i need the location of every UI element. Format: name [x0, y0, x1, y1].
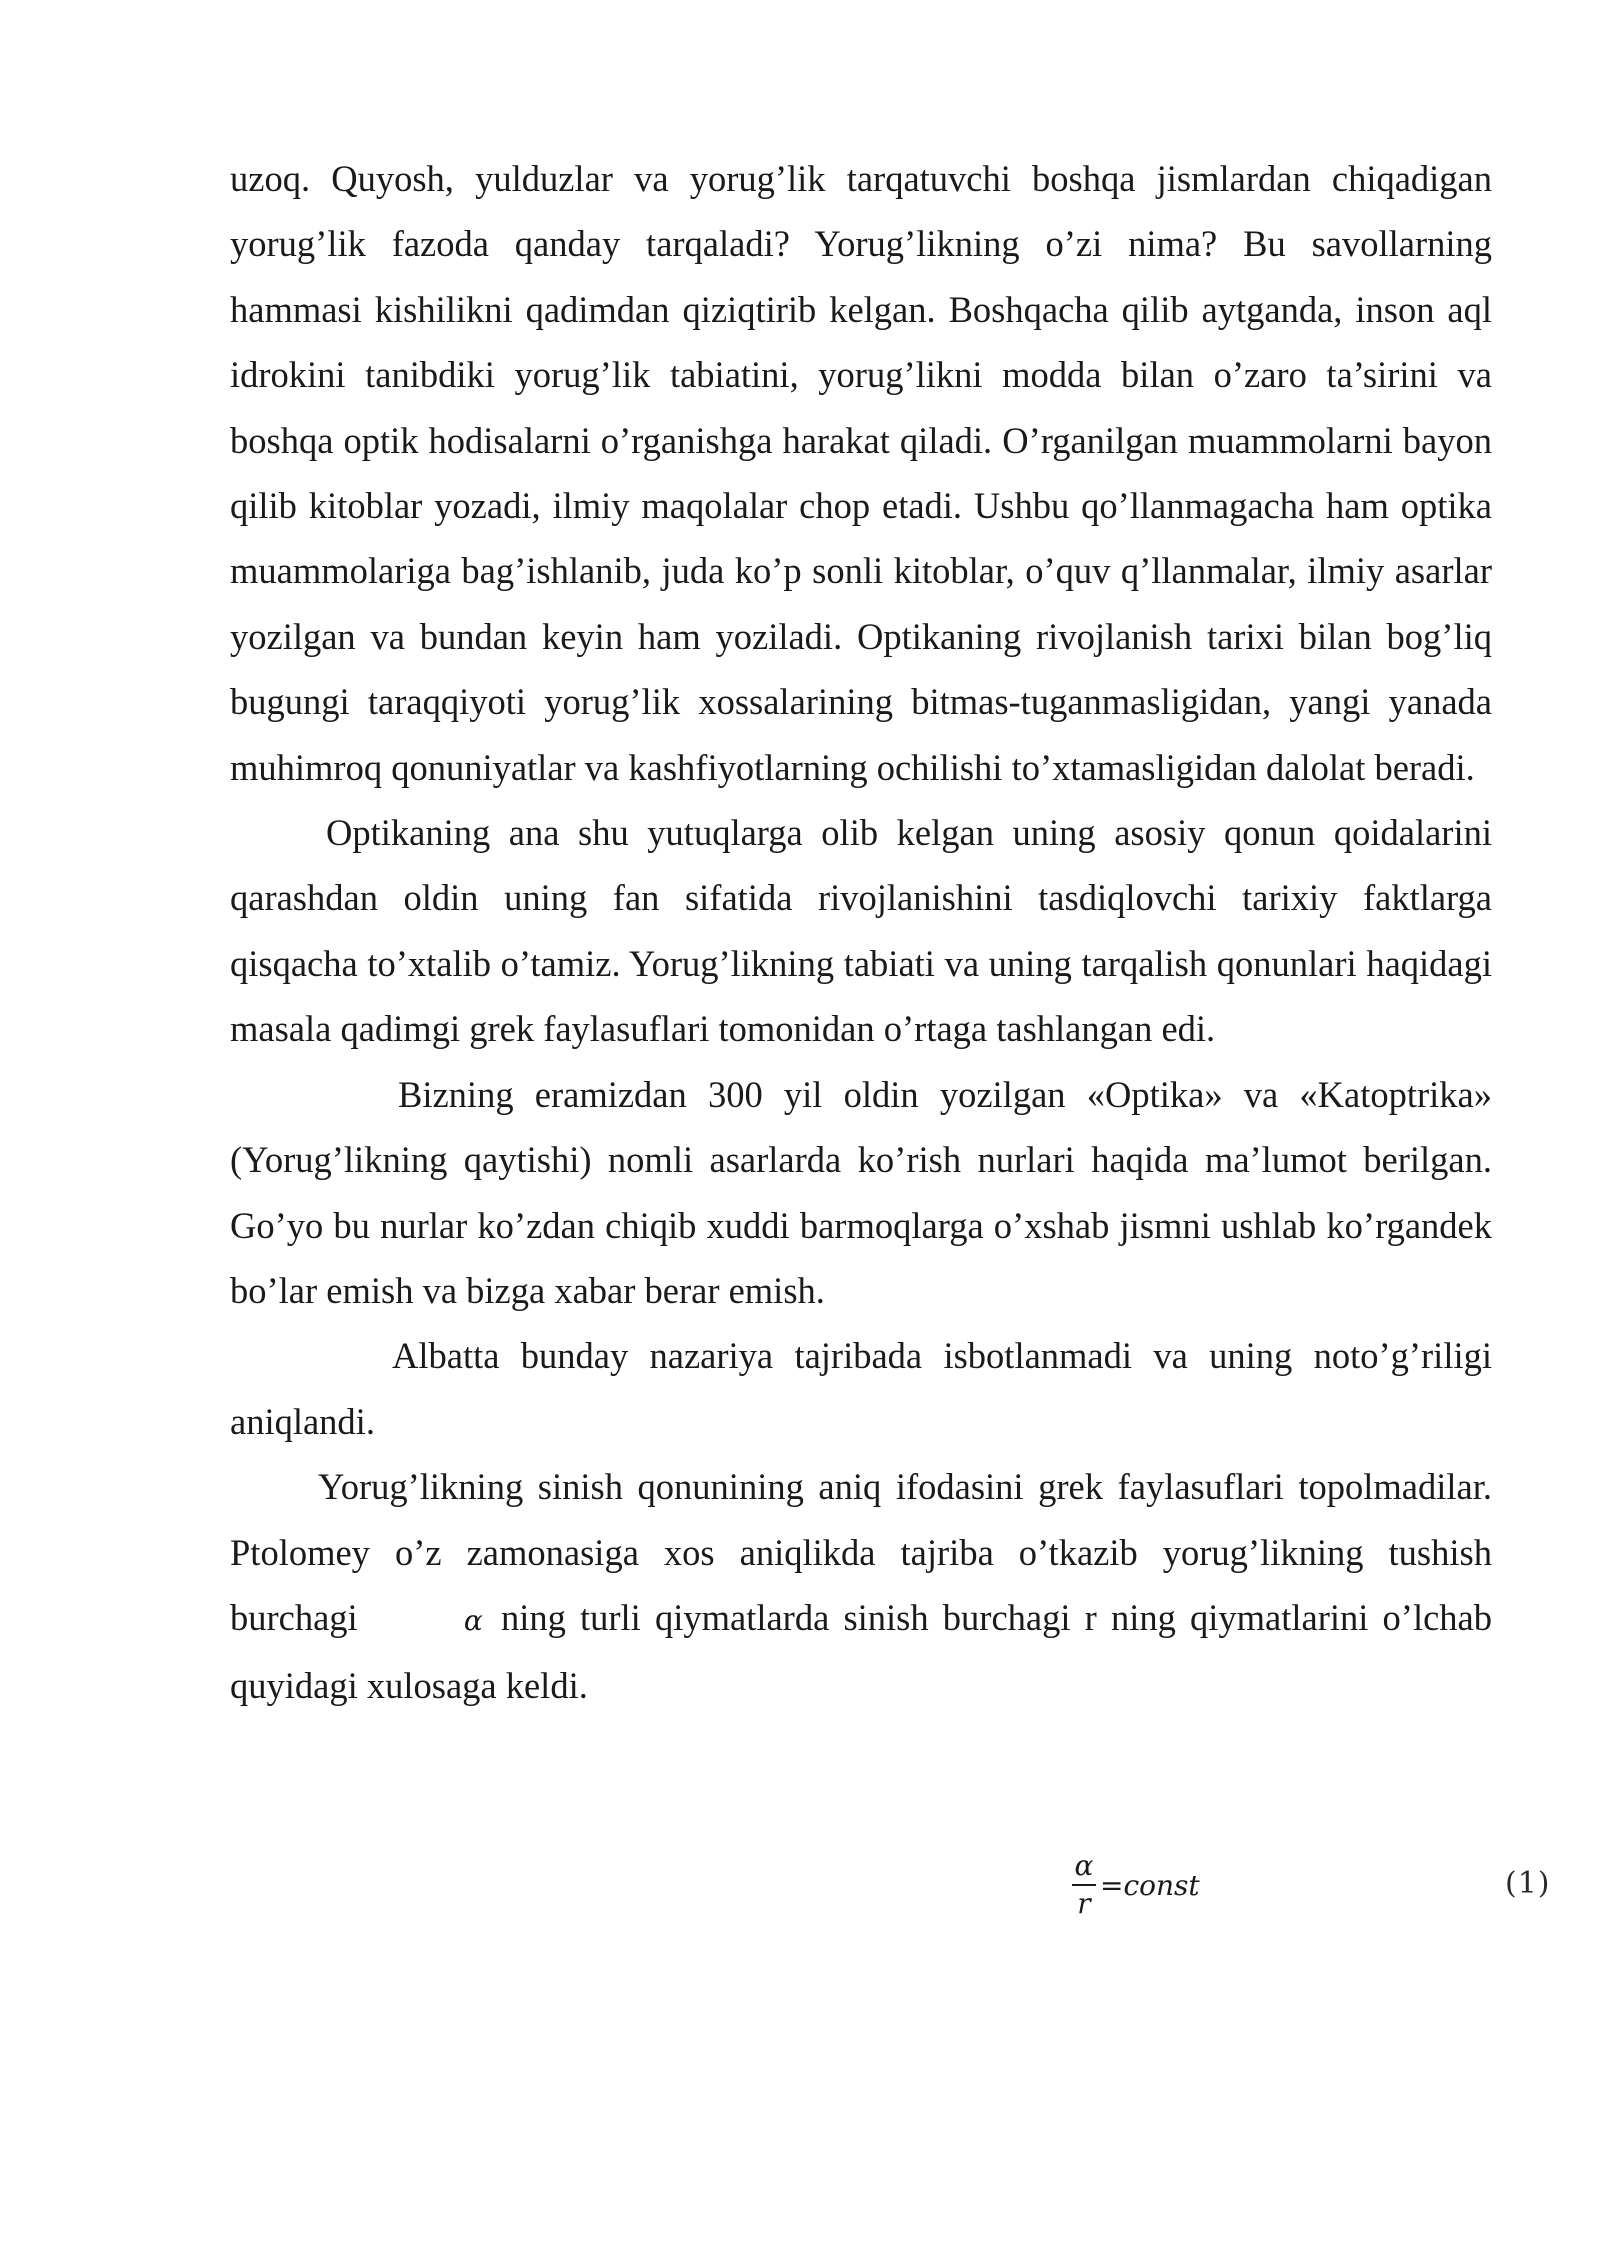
fraction — [1070, 1848, 1098, 1922]
paragraph-4: Albatta bunday nazariya tajribada isbotlanmadi va uning noto’g’riligi aniqlandi. — [230, 1335, 1492, 1442]
equation-rhs: =const — [1100, 1869, 1200, 1902]
body-text — [230, 146, 1492, 1719]
paragraph-5-text-a: Yorug’likning sinish qonunining aniq ifodasini grek faylasuflari topolmadilar. Ptolomey o’z zamonasiga xos aniqlikda tajriba o’tkazib yorug’likning tushish burchagi — [230, 1466, 1492, 1638]
equation-number: (1) — [1505, 1866, 1551, 1901]
paragraph-5 — [230, 1454, 1492, 1719]
paragraph-2: Optikaning ana shu yutuqlarga olib kelgan uning asosiy qonun qoidalarini qarashdan oldin uning fan sifatida rivojlanishini tasdiqlovchi tarixiy faktlarga qisqacha to’xtalib o’tamiz. Yorug’likning tabiati va uning tarqalish qonunlari haqidagi masala qadimgi grek faylasuflari tomonidan o’rtaga tashlangan edi. — [230, 812, 1492, 1050]
paragraph-3: Bizning eramizdan 300 yil oldin yozilgan «Optika» va «Katoptrika» (Yorug’likning qaytishi) nomli asarlarda ko’rish nurlari haqida ma’lumot berilgan. Go’yo bu nurlar ko’zdan chiqib xuddi barmoqlarga o’xshab jismni ushlab ko’rgandek bo’lar emish va bizga xabar berar emish. — [230, 1073, 1492, 1311]
paragraph-5-text-b: ning turli qiymatlarda sinish burchagi r ning qiymatlarini o’lchab quyidagi xulosaga keldi. — [230, 1596, 1492, 1707]
fraction-denominator: r — [1077, 1887, 1091, 1920]
alpha-symbol: α — [463, 1603, 483, 1637]
fraction-numerator: α — [1074, 1849, 1094, 1882]
paragraph-1: uzoq. Quyosh, yulduzlar va yorug’lik tarqatuvchi boshqa jismlardan chiqadigan yorug’lik fazoda qanday tarqaladi? Yorug’likning o’zi nima? Bu savollarning hammasi kishilikni qadimdan qiziqtirib kelgan. Boshqacha qilib aytganda, inson aql idrokini tanibdiki yorug’lik tabiatini, yorug’likni modda bilan o’zaro ta’sirini va boshqa optik hodisalarni o’rganishga harakat qiladi. O’rganilgan muammolarni bayon qilib kitoblar yozadi, ilmiy maqolalar chop etadi. Ushbu qo’llanmagacha ham optika muammolariga bag’ishlanib, juda ko’p sonli kitoblar, o’quv q’llanmalar, ilmiy asarlar yozilgan va bundan keyin ham yoziladi. Optikaning rivojlanish tarixi bilan bog’liq bugungi taraqqiyoti yorug’lik xossalarining bitmas-tuganmasligidan, yangi yanada muhimroq qonuniyatlar va kashfiyotlarning ochilishi to’xtamasligidan dalolat beradi. — [230, 158, 1492, 788]
